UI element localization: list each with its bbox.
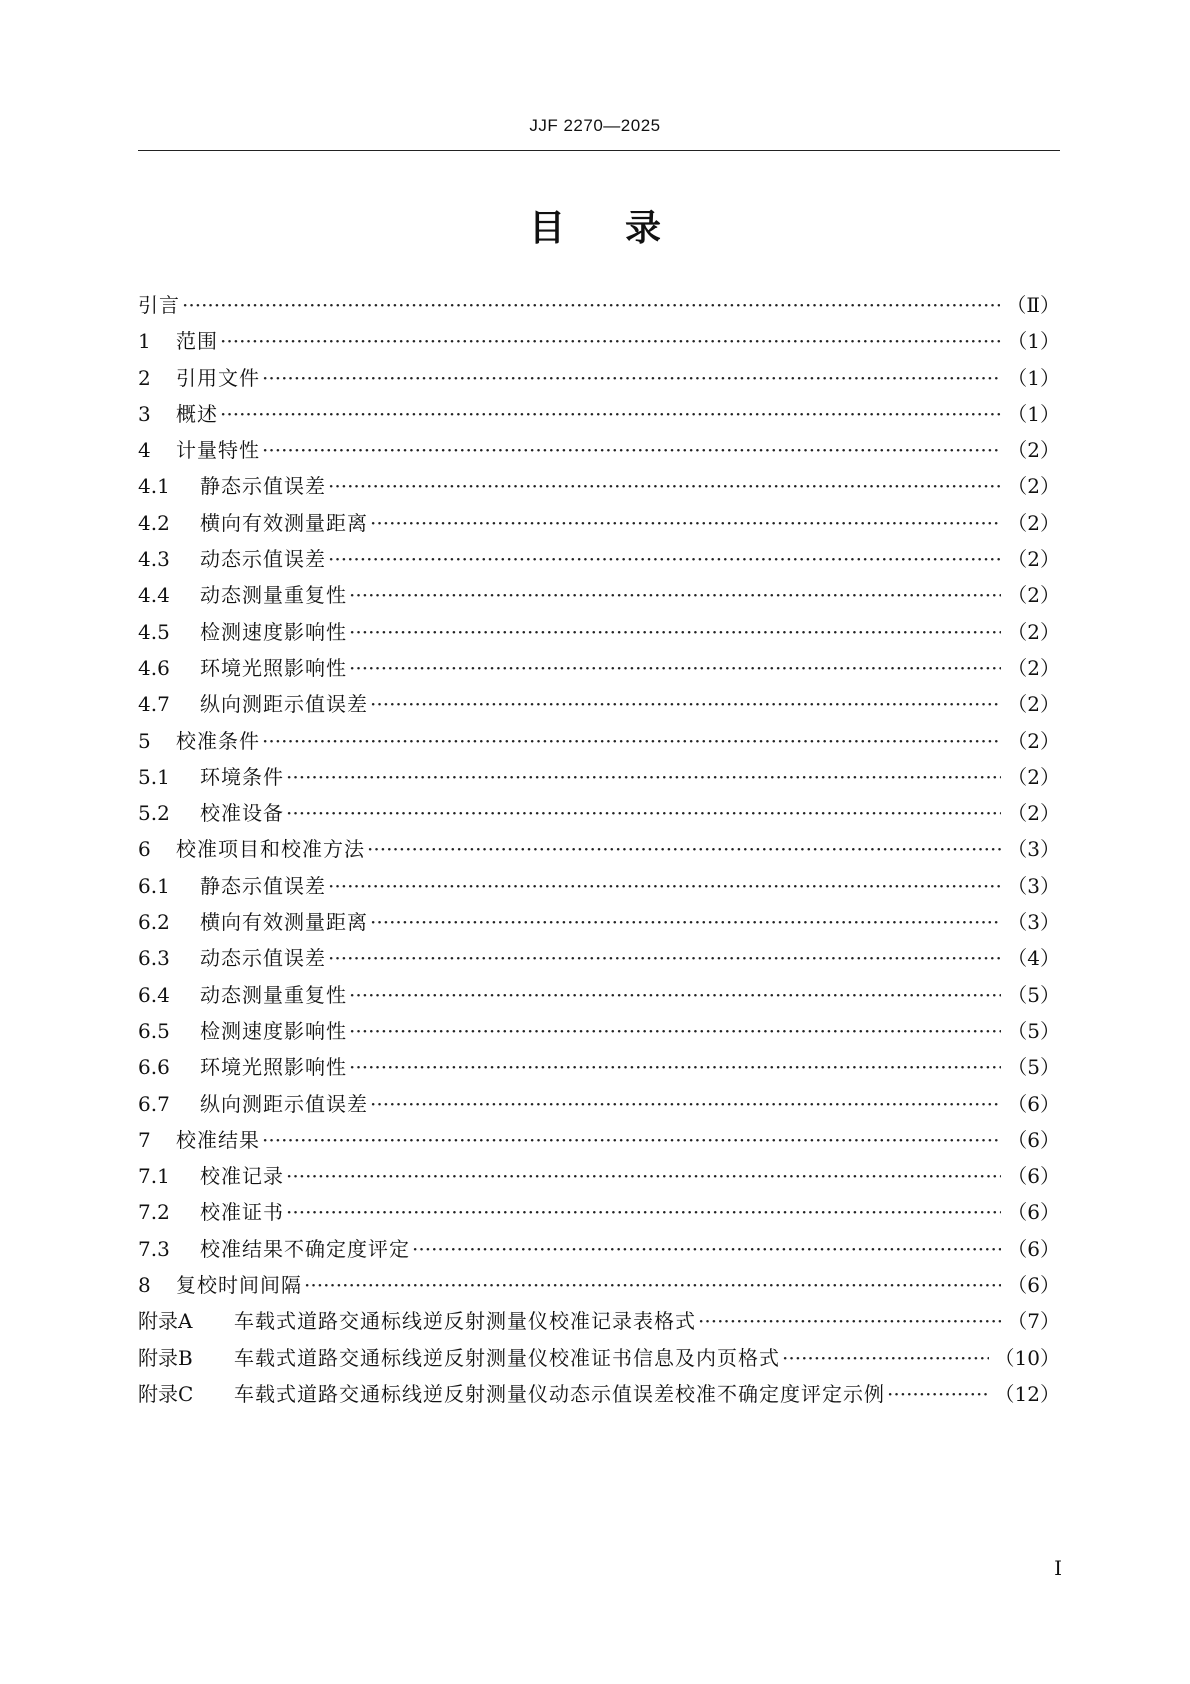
toc-entry-label: 校准记录	[200, 1164, 284, 1189]
toc-entry[interactable]	[138, 870, 1060, 906]
toc-entry-number: 6.3	[138, 946, 170, 971]
toc-leader-dots	[349, 583, 1001, 607]
toc-entry[interactable]	[138, 1305, 1060, 1341]
toc-entry-label: 计量特性	[176, 438, 260, 463]
toc-entry-page: （3）	[1007, 873, 1060, 898]
toc-entry-number: 7.3	[138, 1236, 170, 1261]
toc-entry-number: 6.2	[138, 910, 170, 935]
toc-entry-number: 4.6	[138, 655, 170, 680]
toc-leader-dots	[286, 765, 1001, 789]
toc-entry-label: 静态示值误差	[200, 474, 326, 499]
toc-entry[interactable]	[138, 289, 1060, 325]
toc-entry-label: 车载式道路交通标线逆反射测量仪动态示值误差校准不确定度评定示例	[234, 1381, 885, 1406]
toc-entry-page: （2）	[1007, 583, 1060, 608]
toc-entry[interactable]	[138, 906, 1060, 942]
toc-entry-number: 3	[138, 401, 151, 426]
toc-entry-number: 2	[138, 365, 151, 390]
toc-entry-page: （3）	[1007, 837, 1060, 862]
toc-entry-number: 6.5	[138, 1018, 170, 1043]
toc-entry-label: 校准结果	[176, 1127, 260, 1152]
toc-entry[interactable]	[138, 1015, 1060, 1051]
toc-leader-dots	[328, 474, 1001, 498]
toc-entry-number: 7	[138, 1127, 151, 1152]
toc-entry-page: （2）	[1007, 764, 1060, 789]
toc-entry-label: 校准项目和校准方法	[176, 837, 365, 862]
toc-entry-label: 校准证书	[200, 1200, 284, 1225]
toc-leader-dots	[262, 366, 1001, 390]
toc-leader-dots	[349, 656, 1001, 680]
toc-entry[interactable]	[138, 761, 1060, 797]
toc-entry-page: （6）	[1007, 1127, 1060, 1152]
toc-leader-dots	[182, 293, 1000, 317]
toc-entry[interactable]	[138, 979, 1060, 1015]
toc-entry-page: （5）	[1007, 1018, 1060, 1043]
toc-entry-label: 动态示值误差	[200, 946, 326, 971]
toc-entry-label: 范围	[176, 329, 218, 354]
toc-leader-dots	[349, 1019, 1001, 1043]
toc-entry[interactable]	[138, 1233, 1060, 1269]
toc-leader-dots	[370, 1092, 1001, 1116]
toc-entry[interactable]	[138, 398, 1060, 434]
toc-entry[interactable]	[138, 543, 1060, 579]
toc-entry-number: 4.7	[138, 692, 170, 717]
toc-entry[interactable]	[138, 652, 1060, 688]
toc-entry-number: 附录A	[138, 1309, 193, 1334]
toc-entry-page: （1）	[1007, 329, 1060, 354]
toc-leader-dots	[412, 1237, 1001, 1261]
toc-entry-page: （7）	[1007, 1309, 1060, 1334]
toc-entry-number: 4.3	[138, 547, 170, 572]
toc-entry-page: （2）	[1007, 510, 1060, 535]
toc-leader-dots	[887, 1382, 989, 1406]
toc-entry-label: 纵向测距示值误差	[200, 1091, 368, 1116]
toc-entry-page: （2）	[1007, 801, 1060, 826]
toc-entry-number: 4.4	[138, 583, 170, 608]
toc-entry-page: （5）	[1007, 982, 1060, 1007]
toc-entry[interactable]	[138, 1160, 1060, 1196]
toc-entry[interactable]	[138, 470, 1060, 506]
toc-entry[interactable]	[138, 325, 1060, 361]
toc-entry-page: （10）	[994, 1345, 1060, 1370]
toc-entry-label: 环境条件	[200, 764, 284, 789]
toc-leader-dots	[220, 329, 1001, 353]
toc-entry[interactable]	[138, 1269, 1060, 1305]
toc-entry-number: 7.2	[138, 1200, 170, 1225]
toc-entry[interactable]	[138, 942, 1060, 978]
toc-entry-label: 校准条件	[176, 728, 260, 753]
toc-entry-number: 8	[138, 1273, 151, 1298]
toc-entry-number: 附录B	[138, 1345, 193, 1370]
toc-entry-page: （3）	[1007, 910, 1060, 935]
toc-entry[interactable]	[138, 833, 1060, 869]
toc-entry[interactable]	[138, 434, 1060, 470]
toc-leader-dots	[328, 946, 1001, 970]
toc-entry-number: 7.1	[138, 1164, 170, 1189]
page-number: Ⅰ	[1054, 1556, 1062, 1580]
toc-leader-dots	[328, 874, 1001, 898]
toc-entry-number: 4	[138, 438, 151, 463]
toc-entry-page: （2）	[1007, 474, 1060, 499]
toc-leader-dots	[262, 438, 1001, 462]
table-of-contents	[138, 289, 1060, 1414]
toc-entry[interactable]	[138, 579, 1060, 615]
toc-entry-number: 1	[138, 329, 151, 354]
toc-leader-dots	[286, 1200, 1001, 1224]
toc-leader-dots	[782, 1346, 989, 1370]
toc-entry-page: （2）	[1007, 655, 1060, 680]
toc-entry-page: （2）	[1007, 438, 1060, 463]
toc-entry-label: 横向有效测量距离	[200, 910, 368, 935]
toc-leader-dots	[286, 801, 1001, 825]
toc-entry-label: 引言	[138, 293, 180, 317]
toc-entry-page: （2）	[1007, 692, 1060, 717]
toc-entry-number: 6.6	[138, 1055, 170, 1080]
toc-entry-page: （1）	[1007, 401, 1060, 426]
toc-entry-page: （4）	[1007, 946, 1060, 971]
toc-entry-number: 6.4	[138, 982, 170, 1007]
header-divider	[138, 150, 1060, 151]
toc-entry-label: 环境光照影响性	[200, 1055, 347, 1080]
toc-entry-label: 车载式道路交通标线逆反射测量仪校准记录表格式	[234, 1309, 696, 1334]
toc-leader-dots	[262, 729, 1001, 753]
page-title: 目录	[528, 208, 721, 249]
toc-entry-label: 校准设备	[200, 801, 284, 826]
toc-entry-page: （6）	[1007, 1273, 1060, 1298]
toc-entry-number: 4.1	[138, 474, 170, 499]
toc-entry[interactable]	[138, 1088, 1060, 1124]
toc-entry-label: 横向有效测量距离	[200, 510, 368, 535]
toc-entry-label: 校准结果不确定度评定	[200, 1236, 410, 1261]
toc-entry[interactable]	[138, 616, 1060, 652]
toc-entry-number: 5.1	[138, 764, 170, 789]
toc-entry-label: 环境光照影响性	[200, 655, 347, 680]
toc-entry[interactable]	[138, 1196, 1060, 1232]
toc-entry-page: （2）	[1007, 728, 1060, 753]
toc-leader-dots	[349, 983, 1001, 1007]
toc-entry-page: （6）	[1007, 1200, 1060, 1225]
toc-entry-label: 静态示值误差	[200, 873, 326, 898]
toc-entry-label: 纵向测距示值误差	[200, 692, 368, 717]
toc-leader-dots	[304, 1273, 1001, 1297]
toc-entry-label: 检测速度影响性	[200, 619, 347, 644]
toc-leader-dots	[367, 837, 1001, 861]
toc-leader-dots	[349, 1055, 1001, 1079]
toc-entry-label: 动态测量重复性	[200, 982, 347, 1007]
toc-entry[interactable]	[138, 725, 1060, 761]
toc-entry-label: 概述	[176, 401, 218, 426]
toc-entry[interactable]	[138, 1378, 1060, 1414]
toc-entry-number: 6.7	[138, 1091, 170, 1116]
toc-entry-page: （2）	[1007, 547, 1060, 572]
toc-entry-number: 6.1	[138, 873, 170, 898]
toc-entry[interactable]	[138, 507, 1060, 543]
toc-leader-dots	[220, 402, 1001, 426]
toc-entry-page: （1）	[1007, 365, 1060, 390]
toc-entry-page: （6）	[1007, 1091, 1060, 1116]
toc-leader-dots	[698, 1309, 1001, 1333]
toc-entry-number: 5.2	[138, 801, 170, 826]
toc-entry-number: 4.5	[138, 619, 170, 644]
toc-entry-label: 动态测量重复性	[200, 583, 347, 608]
toc-leader-dots	[286, 1164, 1001, 1188]
toc-leader-dots	[262, 1128, 1001, 1152]
toc-entry[interactable]	[138, 1051, 1060, 1087]
toc-entry-page: （6）	[1007, 1164, 1060, 1189]
toc-entry-page: （Ⅱ）	[1006, 293, 1060, 317]
toc-entry-page: （6）	[1007, 1236, 1060, 1261]
toc-entry-page: （12）	[994, 1381, 1060, 1406]
toc-entry-label: 车载式道路交通标线逆反射测量仪校准证书信息及内页格式	[234, 1345, 780, 1370]
toc-entry-label: 检测速度影响性	[200, 1018, 347, 1043]
toc-entry[interactable]	[138, 1342, 1060, 1378]
toc-entry-number: 4.2	[138, 510, 170, 535]
toc-entry-label: 复校时间间隔	[176, 1273, 302, 1298]
toc-leader-dots	[370, 511, 1001, 535]
toc-leader-dots	[370, 692, 1001, 716]
toc-entry-label: 引用文件	[176, 365, 260, 390]
toc-leader-dots	[349, 620, 1001, 644]
toc-entry-page: （2）	[1007, 619, 1060, 644]
toc-entry-number: 5	[138, 728, 151, 753]
toc-leader-dots	[328, 547, 1001, 571]
toc-entry-label: 动态示值误差	[200, 547, 326, 572]
toc-entry[interactable]	[138, 1124, 1060, 1160]
toc-entry-page: （5）	[1007, 1055, 1060, 1080]
toc-entry[interactable]	[138, 362, 1060, 398]
toc-entry-number: 附录C	[138, 1381, 194, 1406]
document-code-header: JJF 2270—2025	[529, 116, 661, 135]
toc-entry[interactable]	[138, 797, 1060, 833]
toc-leader-dots	[370, 910, 1001, 934]
toc-entry[interactable]	[138, 688, 1060, 724]
toc-entry-number: 6	[138, 837, 151, 862]
